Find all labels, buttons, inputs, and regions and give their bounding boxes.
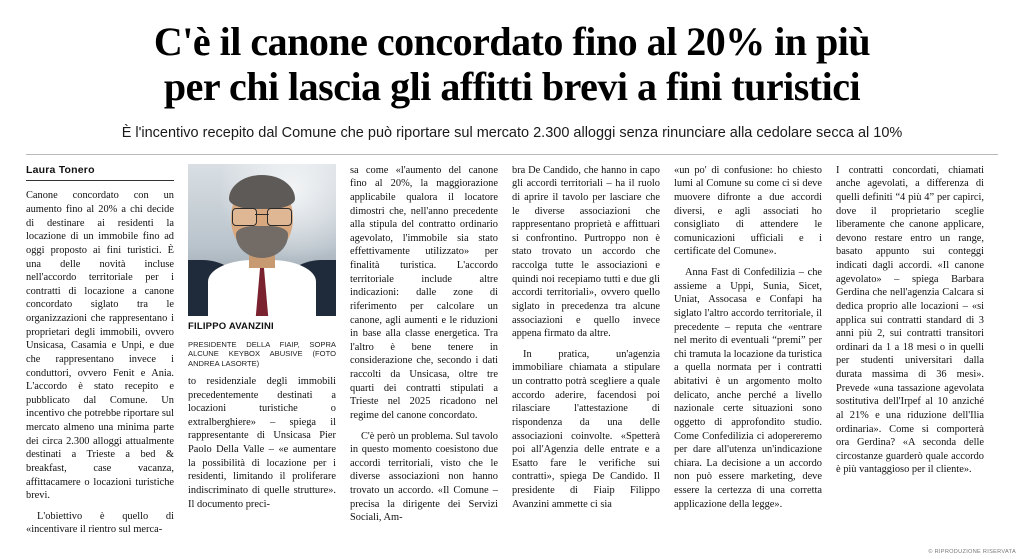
headline-line-2: per chi lascia gli affitti brevi a fini turistici bbox=[163, 63, 861, 109]
photo-caption-name: FILIPPO AVANZINI bbox=[188, 320, 274, 332]
paragraph: L'obiettivo è quello di «incentivare il rientro sul merca- bbox=[26, 510, 174, 536]
paragraph: to residenziale degli immobili precedentemente destinati a locazioni turistiche o extralberghiere» – spiega il rappresentante di Unsicasa Pier Paolo Della Valle – «e aumentare la possibilità di locazione per i residenti, limitando il proliferare indiscriminato di quelle strutture». Il documento preci- bbox=[188, 375, 336, 510]
paragraph: «un po' di confusione: ho chiesto lumi al Comune su come ci si deve muovere difronte a due accordi diversi, e agli associati ho consigliato di attendere le comunicazioni ufficiali e i certificate del Comune». bbox=[674, 164, 822, 258]
column-3 bbox=[350, 164, 498, 532]
paragraph: In pratica, un'agenzia immobiliare chiamata a stipulare un contratto potrà scegliere a quale accordo aderire, facendosi poi rilasciare l'attestazione di rispondenza da una delle associazioni coinvolte. «Spetterà poi all'Agenzia delle entrate e a Esatto fare le verifiche sui contratti», spiega De Candido. Il presidente di Fiaip Filippo Avanzini ammette ci sia bbox=[512, 348, 660, 510]
portrait-image bbox=[188, 164, 336, 316]
paragraph: sa come «l'aumento del canone fino al 20%, la maggiorazione applicabile qualora il locatore dimostri che, nell'anno precedente alla stipula del contratto ordinario agevolato, l'immobile sia stato effettivamente utilizzato» per finalità turistica. L'accordo territoriale include altre indicazioni: dalle zone di riferimento per calcolare un canone, agli aumenti e le riduzioni in base alla classe energetica. Tra l'altro è bene tenere in considerazione che, secondo i dati raccolti da Unsicasa, oltre tre quarti dei contratti stipulati a Trieste nel 2025 ricadono nel regime del canone concordato. bbox=[350, 164, 498, 421]
paragraph: Canone concordato con un aumento fino al 20% a chi decide di destinare ai residenti la locazione di un immobile fino ad oggi proposto ai fini turistici. È una delle novità incluse nell'accordo territoriale per i contratti di locazione a canone concordato siglato tra le organizzazioni che rappresentano i proprietari degli immobili, ovvero Unsicasa, Casamia e Unpi, e due che rappresentano invece i conduttori, ovvero Fenit e Ania. L'accordo è stato recepito e pubblicato dal Comune. Un incentivo che potrebbe riportare sul mercato almeno una minima parte dei circa 2.300 alloggi attualmente destinati a Trieste a bed & breakfast, case vacanza, affittacamere o locazioni turistiche brevi. bbox=[26, 190, 174, 502]
paragraph: C'è però un problema. Sul tavolo in questo momento coesistono due accordi territoriali, visto che le diverse associazioni non hanno trovato un accordo. «Il Comune – precisa la dirigente dei Servizi Sociali, Am- bbox=[350, 430, 498, 524]
headline-line-1: C'è il canone concordato fino al 20% in più bbox=[153, 19, 871, 64]
column-1 bbox=[26, 164, 174, 544]
divider bbox=[26, 154, 998, 155]
column-6 bbox=[836, 164, 984, 484]
glasses-lens-right bbox=[267, 208, 292, 226]
column-4 bbox=[512, 164, 660, 519]
byline: Laura Tonero bbox=[26, 164, 174, 182]
paragraph: bra De Candido, che hanno in capo gli accordi territoriali – ha il ruolo di aprire il tavolo per lasciare che le diverse associazioni che rappresentano proprietà e affittuari si confrontino. Purtroppo non è stato trovato un accordo che raccolga tutte le associazioni e quindi noi recepiamo tutti e due gli accordi territoriali», ovvero quello siglato in precedenza tra alcune associazioni e quello invece appena firmato da altre. bbox=[512, 164, 660, 340]
photo-caption-role: PRESIDENTE DELLA FIAIP, SOPRA ALCUNE KEYBOX ABUSIVE (FOTO ANDREA LASORTE) bbox=[188, 340, 336, 368]
copyright-notice: © RIPRODUZIONE RISERVATA bbox=[928, 549, 1016, 555]
glasses-icon bbox=[232, 208, 292, 224]
glasses-lens-left bbox=[232, 208, 257, 226]
column-5 bbox=[674, 164, 822, 519]
column-2 bbox=[188, 164, 336, 518]
subheadline: È l'incentivo recepito dal Comune che può riportare sul mercato 2.300 alloggi senza rinunciare alla cedolare secca al 10% bbox=[121, 124, 903, 141]
article-columns bbox=[26, 164, 998, 544]
article-photo bbox=[188, 164, 336, 316]
page-title bbox=[26, 20, 998, 110]
paragraph: Anna Fast di Confedilizia – che assieme a Uppi, Sunia, Sicet, Uniat, Assocasa e Confapi ha siglato l'altro accordo territoriale, il precedente – reputa che «entrare nel merito di eventuali “premi” per chi tramuta la locazione da turistica a quella normata per i contratti abitativi è un argomento molto delicato, anche perché a livello nazionale certe situazioni sono oggetto di approfondito studio. Come Confedilizia ci adopereremo per dare all'utenza un'indicazione chiara. La decisione a un accordo non può essere marketing, deve essere la certezza di una corretta applicazione della legge». bbox=[674, 267, 823, 510]
paragraph: I contratti concordati, chiamati anche agevolati, a differenza di quelli definiti “4 più 4” per capirci, dove il proprietario sceglie liberamente che canone applicare, devono restare entro un range, basato appunto sui conteggi indicati dagli accordi. «Il canone agevolato» – spiega Barbara Gerdina che nell'agenzia Calcara si dedica proprio alle locazioni – «si applica sui contratti standard di 3 anni più 2, sui contratti transitori ordinari da 1 a 18 mesi o in quelli per studenti universitari dalla durata massima di 36 mesi». Prevede «una tassazione agevolata sostitutiva dell'Irpef al 10 anziché al 21% e una riduzione dell'Ilia ordinaria». Come si comporterà ora Gerdina? «A seconda delle circostanze guarderò quale accordo è più vantaggioso per il cliente». bbox=[836, 164, 984, 476]
